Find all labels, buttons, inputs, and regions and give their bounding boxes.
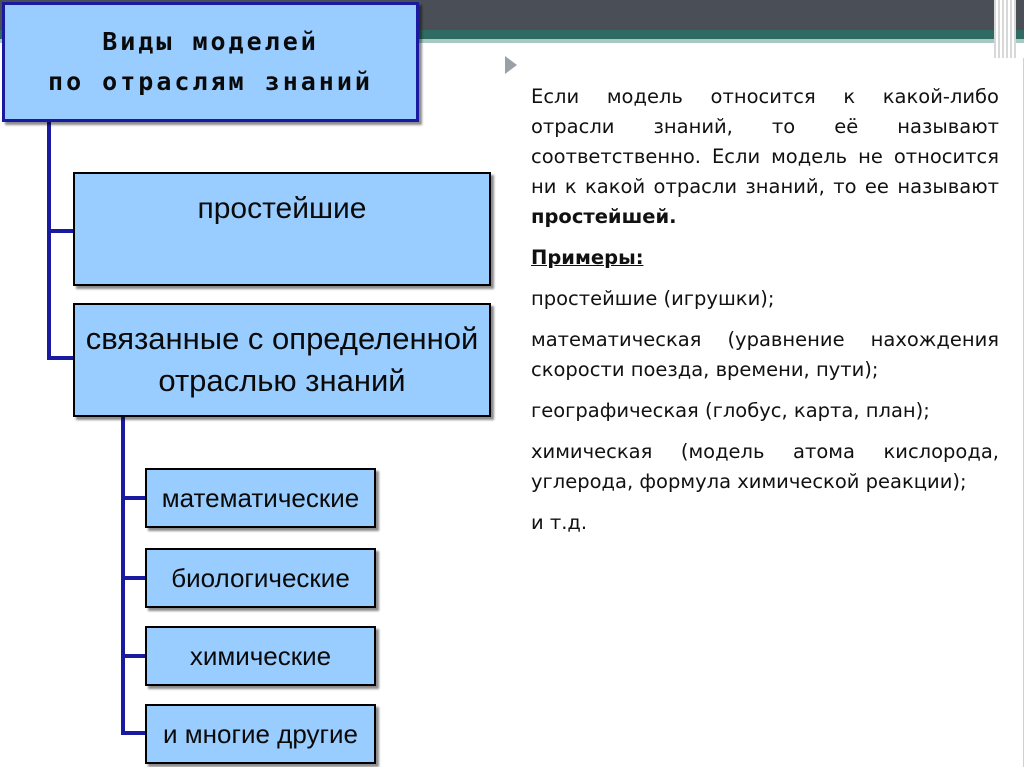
subtype-box-bio	[145, 548, 376, 608]
example-item: математическая (уравнение нахождения скорости поезда, времени, пути);	[531, 328, 999, 381]
example-item: простейшие (игрушки);	[531, 287, 775, 310]
root-box	[2, 2, 419, 122]
related-box	[73, 303, 491, 417]
connector-to-related	[47, 356, 73, 360]
subtype-label: математические	[161, 482, 360, 513]
intro-bold-term: простейшей.	[531, 205, 677, 228]
subtype-box-other	[145, 704, 376, 764]
examples-heading	[531, 243, 999, 273]
example-item: и т.д.	[531, 511, 588, 534]
connector-to-math	[121, 496, 145, 500]
examples-heading-text: Примеры:	[531, 246, 644, 269]
text-panel	[531, 82, 999, 549]
example-item: химическая (модель атома кислорода, углерода, формула химической реакции);	[531, 440, 999, 493]
related-label-line2: отраслью знаний	[158, 363, 406, 398]
connector-to-chem	[121, 654, 145, 658]
connector-to-other	[121, 731, 145, 735]
subtype-label: биологические	[171, 562, 350, 593]
connector-to-bio	[121, 576, 145, 580]
intro-paragraph	[531, 82, 999, 232]
example-item: географическая (глобус, карта, план);	[531, 399, 930, 422]
pointer-triangle-icon	[505, 56, 517, 74]
intro-text: Если модель относится к какой-либо отрасли знаний, то её называют соответственно. Если модель не относится ни к какой отрасли знаний, то ее называют	[531, 85, 999, 198]
root-title-line2: по отраслям знаний	[48, 67, 373, 96]
connector-main-vertical	[47, 122, 51, 360]
related-label-line1: связанные с определенной	[85, 321, 479, 356]
subtype-label: и многие другие	[163, 718, 358, 749]
connector-to-simple	[47, 229, 73, 233]
decorative-stripes	[994, 0, 1016, 58]
root-title-line1: Виды моделей	[102, 27, 319, 56]
subtype-label: химические	[189, 640, 332, 671]
subtype-box-math	[145, 468, 376, 528]
simple-box	[73, 172, 491, 286]
simple-label: простейшие	[197, 192, 367, 225]
subtype-box-chem	[145, 626, 376, 686]
